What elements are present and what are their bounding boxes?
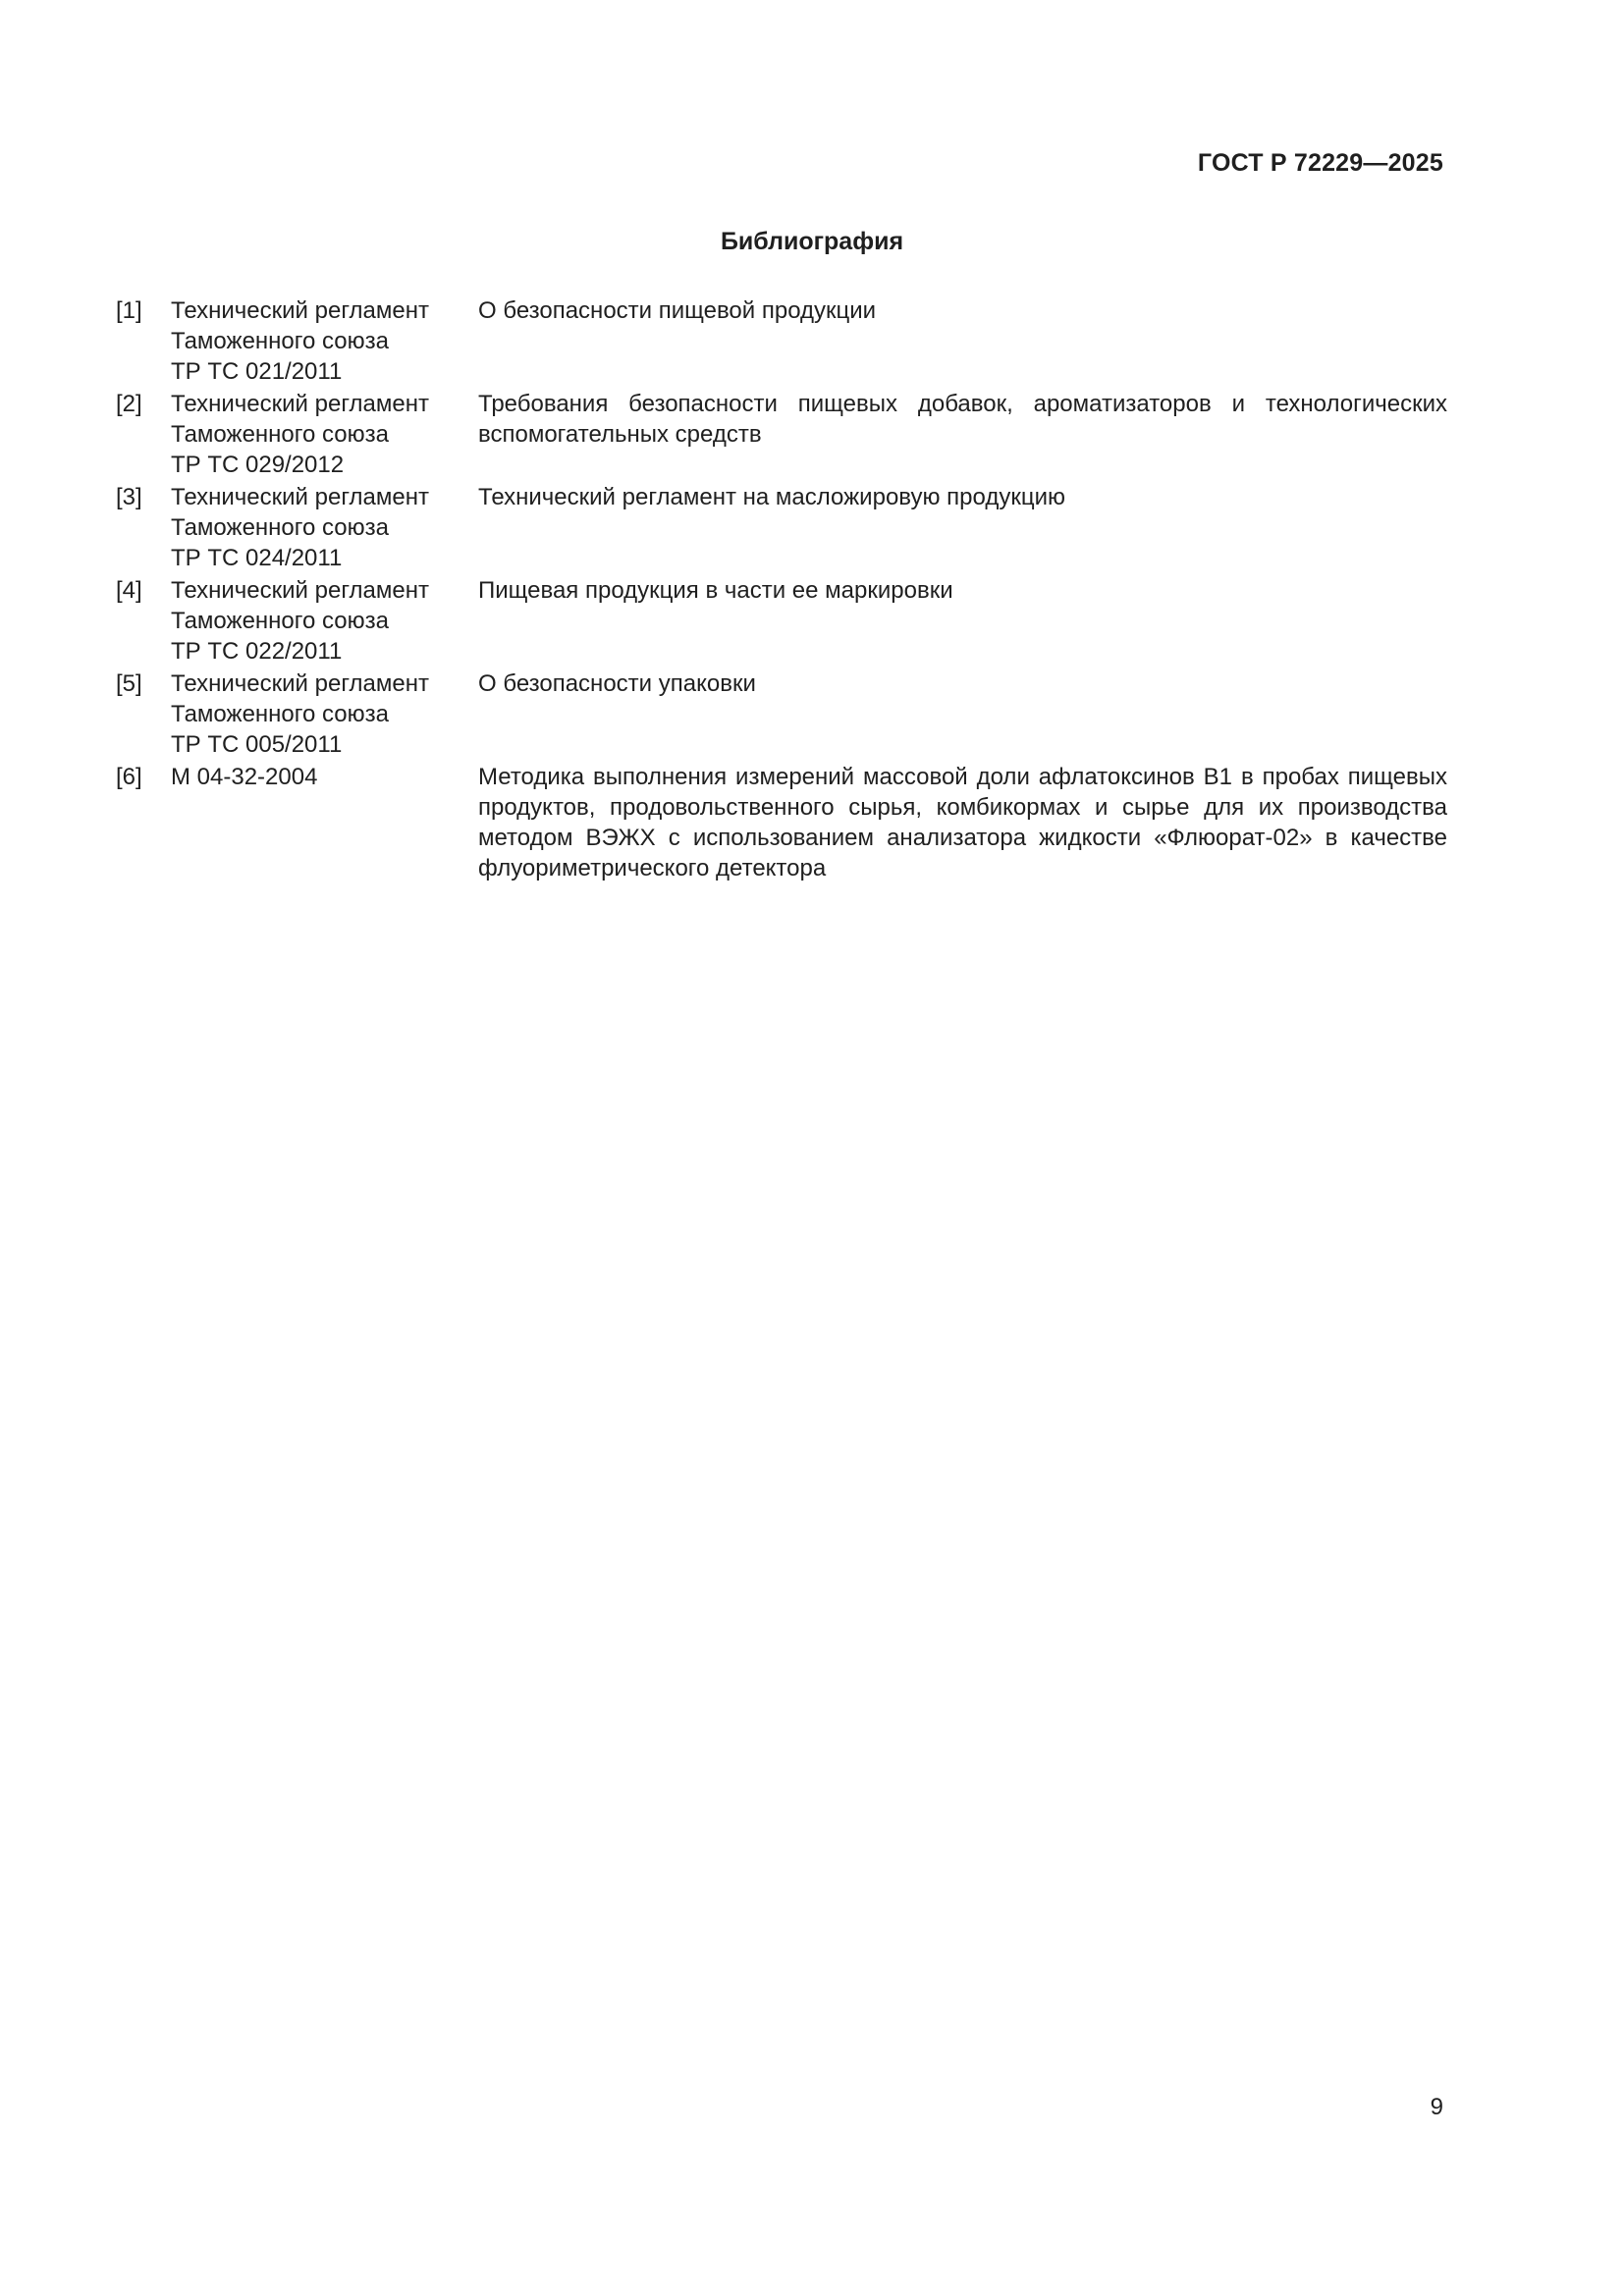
entry-number: [2] <box>116 391 142 417</box>
page-number: 9 <box>1430 2094 1443 2120</box>
reference-line: ТР ТС 005/2011 <box>171 731 343 758</box>
entry-description: Методика выполнения измерений массовой доли афлатоксинов В1 в пробах пищевых продуктов, продовольственного сырья, комбикормах и сырье для их производства методом ВЭЖХ с использованием анализатора жидкости «Флюорат-02» в качестве флуориметрического детектора <box>478 764 1447 881</box>
entry-reference <box>171 295 478 387</box>
entry-description: О безопасности упаковки <box>478 670 756 697</box>
reference-line: Таможенного союза <box>171 328 389 354</box>
bibliography-entry <box>116 389 1447 480</box>
reference-line: Технический регламент <box>171 391 429 417</box>
reference-line: Технический регламент <box>171 484 429 510</box>
entry-description: Пищевая продукция в части ее маркировки <box>478 577 953 604</box>
section-title: Библиография <box>720 228 904 255</box>
entry-number: [3] <box>116 484 142 510</box>
entry-description: Технический регламент на масложировую продукцию <box>478 484 1065 510</box>
reference-line: Таможенного союза <box>171 608 389 634</box>
reference-line: ТР ТС 024/2011 <box>171 545 343 571</box>
bibliography-list <box>116 295 1447 885</box>
reference-line: Технический регламент <box>171 670 429 697</box>
reference-line: Таможенного союза <box>171 514 389 541</box>
reference-line: Таможенного союза <box>171 421 389 448</box>
entry-description: Требования безопасности пищевых добавок, ароматизаторов и технологических вспомогательных средств <box>478 391 1447 448</box>
document-code: ГОСТ Р 72229—2025 <box>1197 149 1443 177</box>
reference-line: М 04-32-2004 <box>171 764 318 790</box>
reference-line: Технический регламент <box>171 297 429 324</box>
bibliography-entry <box>116 575 1447 667</box>
entry-reference <box>171 668 478 760</box>
entry-number: [4] <box>116 577 142 604</box>
entry-number: [6] <box>116 764 142 790</box>
entry-reference <box>171 389 478 480</box>
bibliography-entry <box>116 668 1447 760</box>
entry-description: О безопасности пищевой продукции <box>478 297 877 324</box>
bibliography-entry <box>116 762 1447 883</box>
entry-number: [1] <box>116 297 142 324</box>
entry-number: [5] <box>116 670 142 697</box>
entry-reference <box>171 575 478 667</box>
reference-line: ТР ТС 029/2012 <box>171 452 345 478</box>
reference-line: ТР ТС 022/2011 <box>171 638 343 665</box>
entry-reference <box>171 482 478 573</box>
reference-line: Таможенного союза <box>171 701 389 727</box>
bibliography-entry <box>116 482 1447 573</box>
reference-line: ТР ТС 021/2011 <box>171 358 343 385</box>
bibliography-entry <box>116 295 1447 387</box>
entry-reference <box>171 762 478 883</box>
reference-line: Технический регламент <box>171 577 429 604</box>
